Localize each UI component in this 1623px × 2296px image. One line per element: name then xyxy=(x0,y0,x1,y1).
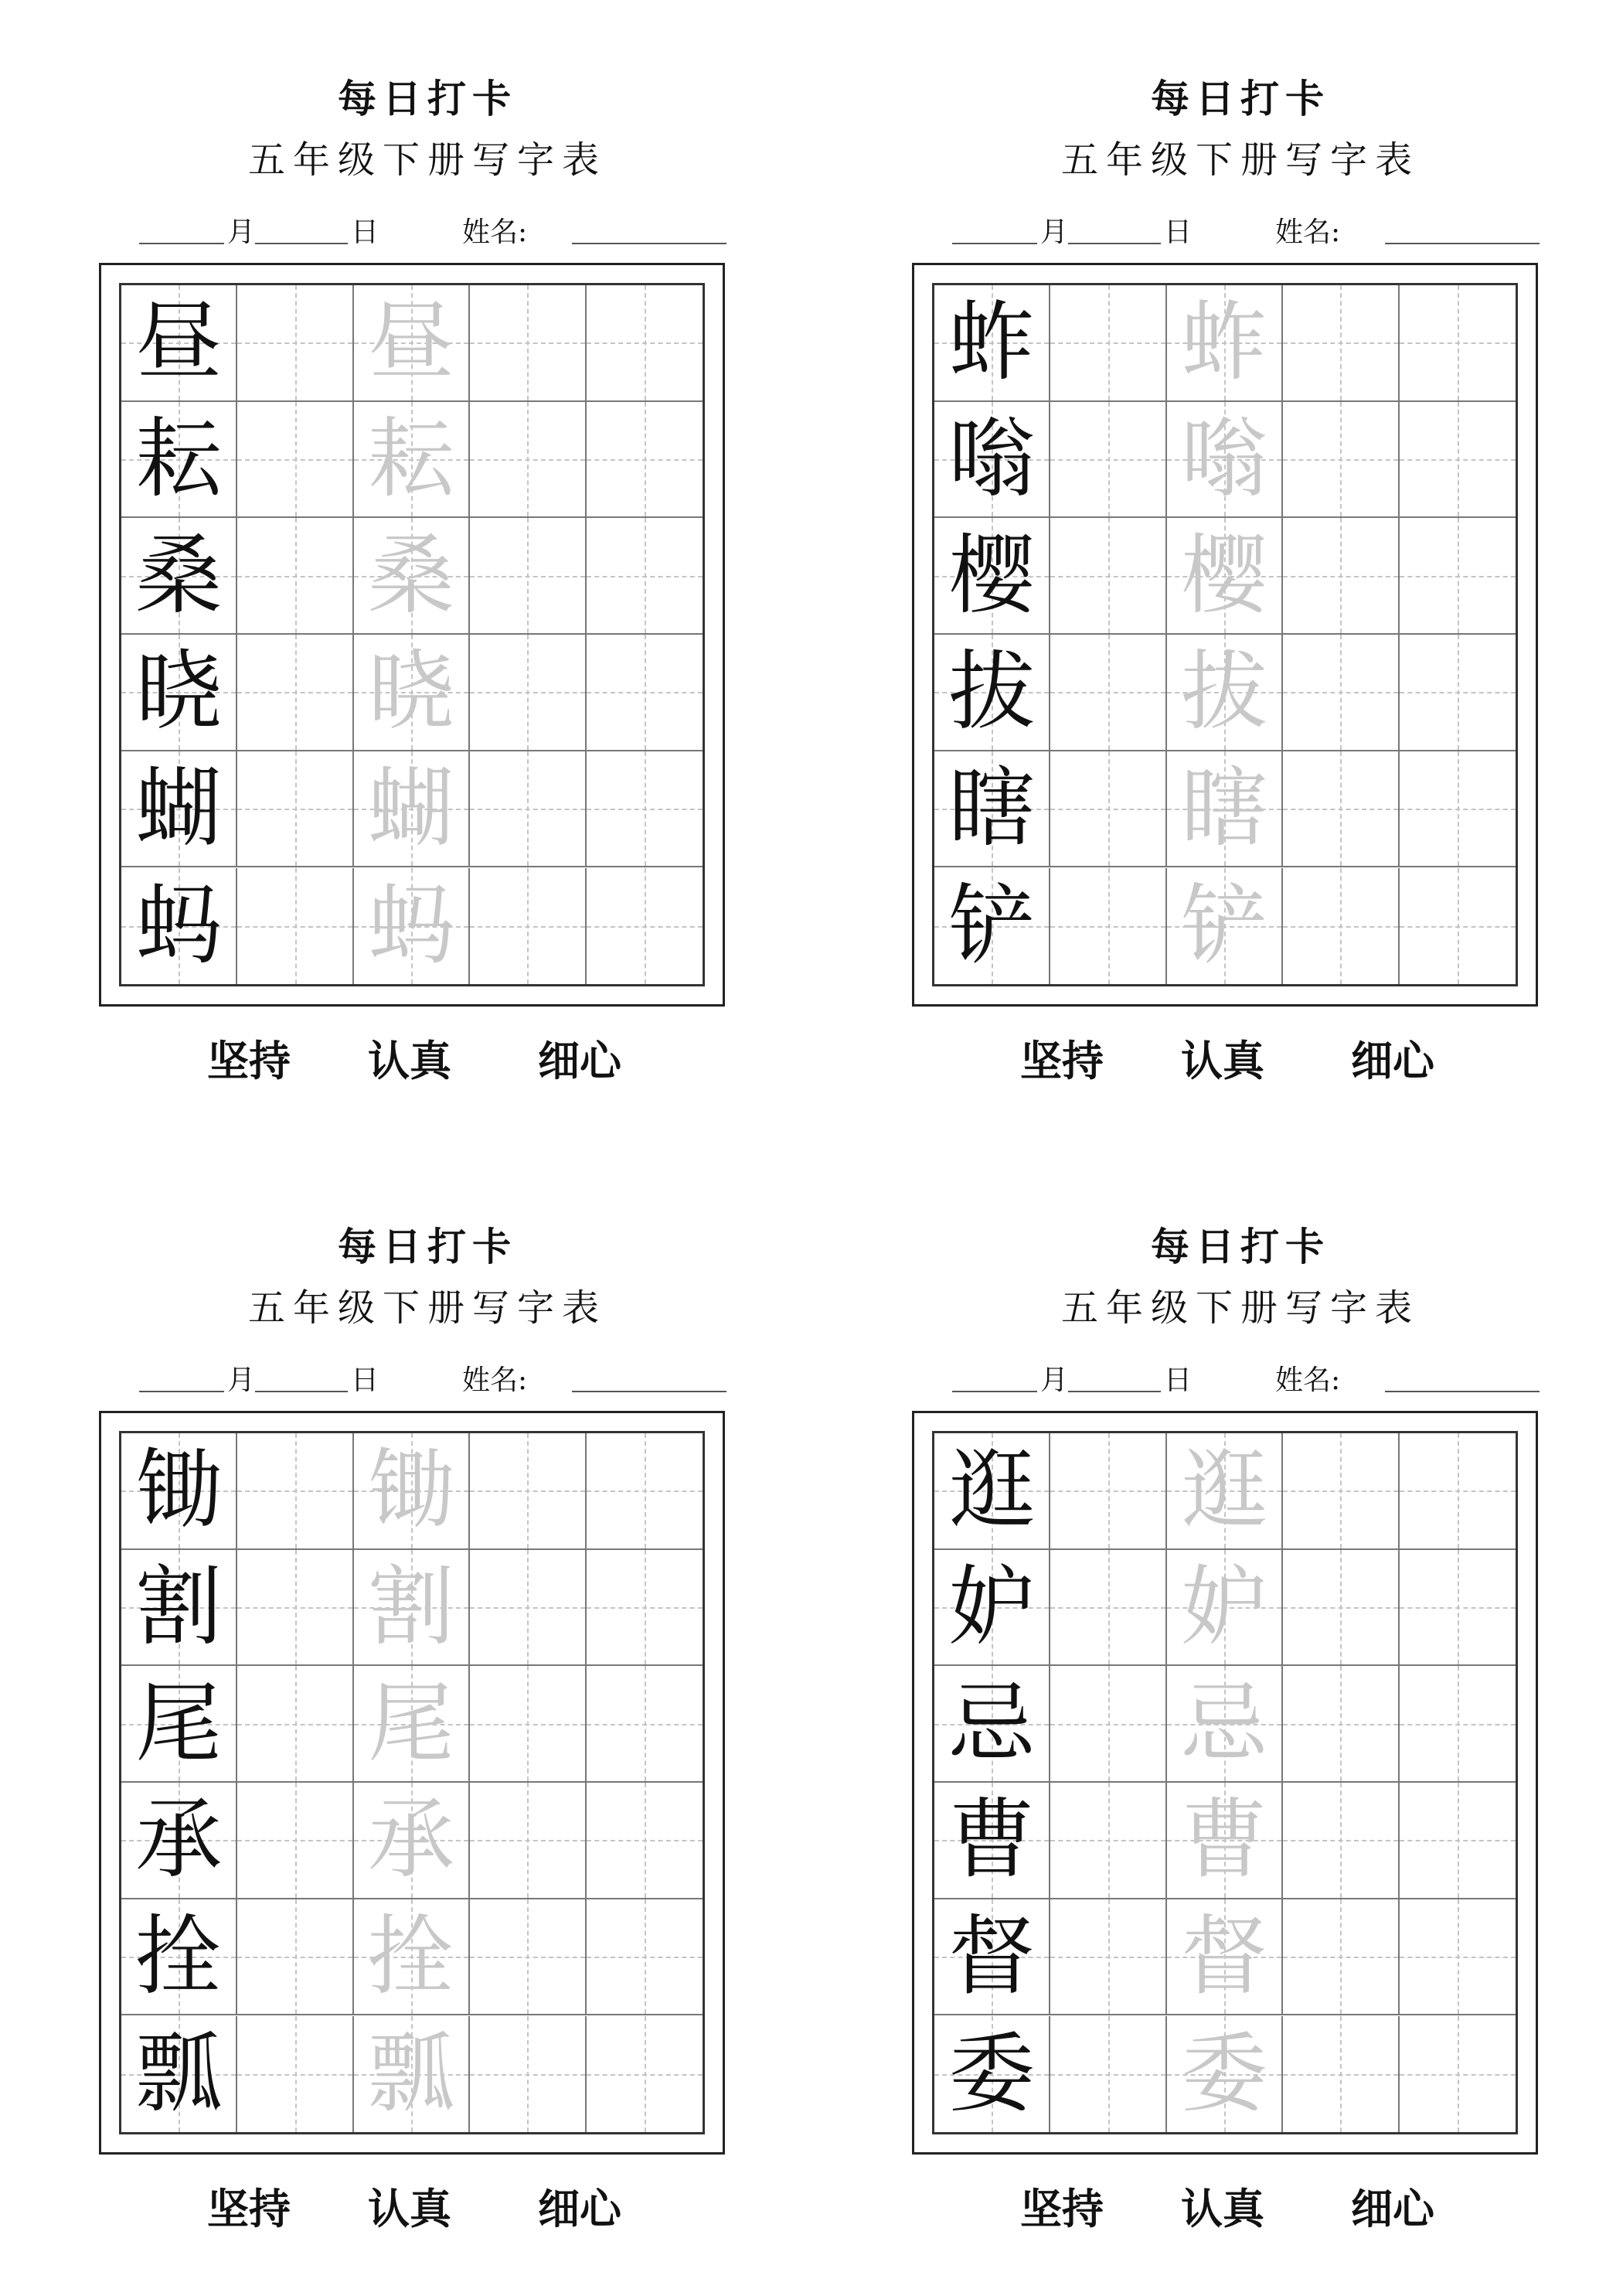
grid-row xyxy=(121,518,703,635)
trace-character: 尾 xyxy=(367,1673,454,1774)
month-label: 月 xyxy=(227,216,256,248)
model-character: 瞎 xyxy=(948,758,1036,860)
practice-cell[interactable] xyxy=(587,285,703,402)
trace-char-cell xyxy=(1167,518,1283,635)
trace-character: 委 xyxy=(1180,2023,1267,2124)
day-blank[interactable] xyxy=(255,209,348,244)
date-name-line xyxy=(139,1357,726,1403)
trace-character: 桑 xyxy=(367,525,454,626)
model-char-cell xyxy=(934,1433,1050,1550)
motto xyxy=(99,1028,725,1085)
trace-character: 割 xyxy=(367,1557,454,1658)
month-blank[interactable] xyxy=(952,209,1037,244)
month-label: 月 xyxy=(1040,1364,1069,1396)
grid-row xyxy=(934,1899,1516,2016)
name-label: 姓名: xyxy=(462,1364,528,1396)
trace-character: 耘 xyxy=(367,409,454,510)
practice-cell[interactable] xyxy=(1283,518,1399,635)
practice-cell[interactable] xyxy=(470,751,586,868)
practice-cell[interactable] xyxy=(470,1550,586,1667)
practice-cell[interactable] xyxy=(1050,751,1166,868)
practice-cell[interactable] xyxy=(1283,1666,1399,1783)
trace-char-cell xyxy=(1167,635,1283,751)
motto-persist: 坚持 xyxy=(207,2184,291,2233)
writing-grid-frame xyxy=(99,263,725,1007)
trace-character: 拴 xyxy=(367,1906,454,2008)
practice-cell[interactable] xyxy=(1283,868,1399,985)
trace-char-cell xyxy=(354,635,470,751)
practice-cell[interactable] xyxy=(470,868,586,985)
model-char-cell xyxy=(934,868,1050,985)
model-character: 尾 xyxy=(135,1673,223,1774)
practice-cell[interactable] xyxy=(587,1666,703,1783)
month-blank[interactable] xyxy=(139,1357,224,1392)
motto-attentive: 细心 xyxy=(538,1036,621,1085)
grid-row xyxy=(934,1433,1516,1550)
practice-cell[interactable] xyxy=(1050,635,1166,751)
practice-cell[interactable] xyxy=(237,285,353,402)
model-character: 蚂 xyxy=(135,875,223,976)
name-label: 姓名: xyxy=(1275,1364,1341,1396)
trace-char-cell xyxy=(354,2016,470,2133)
grid-row xyxy=(934,635,1516,751)
model-character: 妒 xyxy=(948,1557,1036,1658)
model-character: 委 xyxy=(948,2023,1036,2124)
model-char-cell xyxy=(121,518,237,635)
trace-character: 嗡 xyxy=(1180,409,1267,510)
trace-char-cell xyxy=(1167,1899,1283,2016)
trace-char-cell xyxy=(354,868,470,985)
practice-cell[interactable] xyxy=(237,2016,353,2133)
practice-cell[interactable] xyxy=(237,635,353,751)
model-character: 蚱 xyxy=(948,292,1036,393)
grid-row xyxy=(121,1899,703,2016)
model-char-cell xyxy=(121,1433,237,1550)
grid-row xyxy=(121,1433,703,1550)
practice-cell[interactable] xyxy=(1400,1666,1516,1783)
model-char-cell xyxy=(934,1666,1050,1783)
practice-cell[interactable] xyxy=(237,868,353,985)
practice-panel xyxy=(912,1148,1569,2233)
grid-row xyxy=(934,1783,1516,1899)
trace-character: 曹 xyxy=(1180,1790,1267,1891)
grid-row xyxy=(121,1550,703,1667)
trace-character: 蚱 xyxy=(1180,292,1267,393)
model-character: 桑 xyxy=(135,525,223,626)
motto-persist: 坚持 xyxy=(1020,2184,1104,2233)
practice-cell[interactable] xyxy=(470,402,586,519)
practice-cell[interactable] xyxy=(1400,402,1516,519)
motto-careful: 认真 xyxy=(368,2184,451,2233)
day-label: 日 xyxy=(1164,216,1193,248)
date-name-line xyxy=(952,1357,1540,1403)
practice-cell[interactable] xyxy=(470,1433,586,1550)
practice-cell[interactable] xyxy=(1050,1550,1166,1667)
day-blank[interactable] xyxy=(1068,1357,1161,1392)
date-name-line xyxy=(952,209,1540,255)
grid-row xyxy=(934,1550,1516,1667)
practice-cell[interactable] xyxy=(1283,1783,1399,1899)
model-character: 曹 xyxy=(948,1790,1036,1891)
grid-row xyxy=(934,868,1516,985)
model-character: 忌 xyxy=(948,1673,1036,1774)
trace-character: 晓 xyxy=(367,642,454,743)
trace-character: 蝴 xyxy=(367,758,454,860)
writing-grid xyxy=(932,1431,1518,2134)
model-char-cell xyxy=(934,285,1050,402)
practice-panel xyxy=(99,0,756,1085)
panel-title: 每日打卡 xyxy=(1151,1224,1330,1269)
day-label: 日 xyxy=(1164,1364,1193,1396)
practice-cell[interactable] xyxy=(587,1433,703,1550)
motto-careful: 认真 xyxy=(1181,1036,1264,1085)
model-char-cell xyxy=(121,751,237,868)
trace-char-cell xyxy=(354,1666,470,1783)
name-blank[interactable] xyxy=(572,1357,726,1392)
practice-cell[interactable] xyxy=(237,1666,353,1783)
trace-char-cell xyxy=(354,1433,470,1550)
practice-cell[interactable] xyxy=(237,1550,353,1667)
day-label: 日 xyxy=(351,1364,379,1396)
practice-cell[interactable] xyxy=(1400,1899,1516,2016)
trace-char-cell xyxy=(1167,1433,1283,1550)
grid-row xyxy=(121,402,703,519)
month-label: 月 xyxy=(227,1364,256,1396)
practice-cell[interactable] xyxy=(470,1899,586,2016)
practice-cell[interactable] xyxy=(470,518,586,635)
practice-cell[interactable] xyxy=(237,1433,353,1550)
day-label: 日 xyxy=(351,216,379,248)
practice-cell[interactable] xyxy=(1400,2016,1516,2133)
practice-cell[interactable] xyxy=(237,751,353,868)
model-character: 晓 xyxy=(135,642,223,743)
model-character: 铲 xyxy=(948,875,1036,976)
practice-cell[interactable] xyxy=(587,518,703,635)
grid-row xyxy=(934,402,1516,519)
model-char-cell xyxy=(934,2016,1050,2133)
practice-cell[interactable] xyxy=(587,868,703,985)
practice-cell[interactable] xyxy=(470,2016,586,2133)
trace-character: 锄 xyxy=(367,1440,454,1541)
model-char-cell xyxy=(934,1899,1050,2016)
practice-cell[interactable] xyxy=(587,1899,703,2016)
grid-row xyxy=(121,285,703,402)
practice-cell[interactable] xyxy=(1400,1433,1516,1550)
practice-cell[interactable] xyxy=(1283,1433,1399,1550)
model-character: 逛 xyxy=(948,1440,1036,1541)
practice-cell[interactable] xyxy=(1050,285,1166,402)
model-character: 锄 xyxy=(135,1440,223,1541)
grid-row xyxy=(934,518,1516,635)
trace-char-cell xyxy=(1167,868,1283,985)
model-char-cell xyxy=(934,518,1050,635)
practice-panel xyxy=(912,0,1569,1085)
model-char-cell xyxy=(934,1783,1050,1899)
motto xyxy=(99,2176,725,2233)
model-char-cell xyxy=(121,1783,237,1899)
practice-cell[interactable] xyxy=(1050,1666,1166,1783)
practice-cell[interactable] xyxy=(1283,2016,1399,2133)
month-blank[interactable] xyxy=(139,209,224,244)
model-character: 瓢 xyxy=(135,2023,223,2124)
trace-character: 妒 xyxy=(1180,1557,1267,1658)
motto xyxy=(912,2176,1538,2233)
practice-cell[interactable] xyxy=(237,1783,353,1899)
practice-cell[interactable] xyxy=(1400,635,1516,751)
practice-panel xyxy=(99,1148,756,2233)
practice-cell[interactable] xyxy=(1050,1433,1166,1550)
practice-cell[interactable] xyxy=(1283,285,1399,402)
practice-cell[interactable] xyxy=(587,2016,703,2133)
grid-row xyxy=(121,1666,703,1783)
model-character: 拔 xyxy=(948,642,1036,743)
writing-grid xyxy=(119,283,705,986)
motto-attentive: 细心 xyxy=(538,2184,621,2233)
writing-grid-frame xyxy=(912,1411,1538,2155)
practice-cell[interactable] xyxy=(1283,751,1399,868)
trace-char-cell xyxy=(354,1899,470,2016)
trace-char-cell xyxy=(1167,1783,1283,1899)
model-character: 嗡 xyxy=(948,409,1036,510)
trace-character: 逛 xyxy=(1180,1440,1267,1541)
model-char-cell xyxy=(121,868,237,985)
grid-row xyxy=(121,1783,703,1899)
model-character: 昼 xyxy=(135,292,223,393)
trace-char-cell xyxy=(354,1550,470,1667)
practice-cell[interactable] xyxy=(237,1899,353,2016)
trace-char-cell xyxy=(354,285,470,402)
panel-subtitle: 五年级下册写字表 xyxy=(1060,1286,1420,1330)
model-char-cell xyxy=(121,1666,237,1783)
trace-character: 瓢 xyxy=(367,2023,454,2124)
motto-persist: 坚持 xyxy=(207,1036,291,1085)
trace-char-cell xyxy=(1167,751,1283,868)
motto-careful: 认真 xyxy=(1181,2184,1264,2233)
model-character: 承 xyxy=(135,1790,223,1891)
model-character: 拴 xyxy=(135,1906,223,2008)
panel-title: 每日打卡 xyxy=(338,76,517,121)
date-name-line xyxy=(139,209,726,255)
writing-grid-frame xyxy=(99,1411,725,2155)
name-blank[interactable] xyxy=(1385,1357,1540,1392)
trace-char-cell xyxy=(1167,1550,1283,1667)
panel-subtitle: 五年级下册写字表 xyxy=(247,1286,607,1330)
trace-char-cell xyxy=(354,518,470,635)
motto-attentive: 细心 xyxy=(1351,1036,1434,1085)
practice-cell[interactable] xyxy=(587,1783,703,1899)
practice-cell[interactable] xyxy=(470,285,586,402)
model-char-cell xyxy=(121,635,237,751)
practice-cell[interactable] xyxy=(1400,751,1516,868)
practice-cell[interactable] xyxy=(1283,1550,1399,1667)
practice-cell[interactable] xyxy=(1400,1783,1516,1899)
practice-cell[interactable] xyxy=(1283,1899,1399,2016)
practice-cell[interactable] xyxy=(587,751,703,868)
trace-character: 忌 xyxy=(1180,1673,1267,1774)
name-blank[interactable] xyxy=(1385,209,1540,244)
practice-cell[interactable] xyxy=(1400,518,1516,635)
trace-char-cell xyxy=(1167,2016,1283,2133)
practice-cell[interactable] xyxy=(1050,868,1166,985)
practice-cell[interactable] xyxy=(237,402,353,519)
practice-cell[interactable] xyxy=(587,402,703,519)
practice-cell[interactable] xyxy=(1050,402,1166,519)
motto-careful: 认真 xyxy=(368,1036,451,1085)
writing-grid xyxy=(119,1431,705,2134)
practice-cell[interactable] xyxy=(1400,868,1516,985)
motto-persist: 坚持 xyxy=(1020,1036,1104,1085)
model-char-cell xyxy=(121,2016,237,2133)
model-char-cell xyxy=(934,751,1050,868)
practice-cell[interactable] xyxy=(587,635,703,751)
trace-character: 铲 xyxy=(1180,875,1267,976)
model-character: 樱 xyxy=(948,525,1036,626)
trace-character: 督 xyxy=(1180,1906,1267,2008)
grid-row xyxy=(934,751,1516,868)
grid-row xyxy=(934,1666,1516,1783)
month-blank[interactable] xyxy=(952,1357,1037,1392)
grid-row xyxy=(121,635,703,751)
trace-character: 樱 xyxy=(1180,525,1267,626)
practice-cell[interactable] xyxy=(1283,635,1399,751)
writing-grid-frame xyxy=(912,263,1538,1007)
practice-cell[interactable] xyxy=(1283,402,1399,519)
trace-char-cell xyxy=(354,751,470,868)
motto-attentive: 细心 xyxy=(1351,2184,1434,2233)
practice-cell[interactable] xyxy=(1050,518,1166,635)
writing-grid xyxy=(932,283,1518,986)
model-char-cell xyxy=(121,285,237,402)
practice-cell[interactable] xyxy=(470,1666,586,1783)
trace-char-cell xyxy=(354,402,470,519)
grid-row xyxy=(121,2016,703,2133)
model-character: 蝴 xyxy=(135,758,223,860)
day-blank[interactable] xyxy=(255,1357,348,1392)
grid-row xyxy=(121,868,703,985)
practice-cell[interactable] xyxy=(470,1783,586,1899)
model-char-cell xyxy=(121,1550,237,1667)
panel-title: 每日打卡 xyxy=(338,1224,517,1269)
model-character: 耘 xyxy=(135,409,223,510)
month-label: 月 xyxy=(1040,216,1069,248)
practice-cell[interactable] xyxy=(1050,1783,1166,1899)
model-char-cell xyxy=(121,402,237,519)
name-label: 姓名: xyxy=(1275,216,1341,248)
day-blank[interactable] xyxy=(1068,209,1161,244)
trace-char-cell xyxy=(1167,1666,1283,1783)
trace-character: 昼 xyxy=(367,292,454,393)
name-blank[interactable] xyxy=(572,209,726,244)
model-character: 督 xyxy=(948,1906,1036,2008)
trace-char-cell xyxy=(354,1783,470,1899)
model-character: 割 xyxy=(135,1557,223,1658)
grid-row xyxy=(934,2016,1516,2133)
grid-row xyxy=(934,285,1516,402)
panel-title: 每日打卡 xyxy=(1151,76,1330,121)
practice-cell[interactable] xyxy=(1050,2016,1166,2133)
practice-cell[interactable] xyxy=(1400,1550,1516,1667)
model-char-cell xyxy=(121,1899,237,2016)
model-char-cell xyxy=(934,635,1050,751)
motto xyxy=(912,1028,1538,1085)
panel-subtitle: 五年级下册写字表 xyxy=(1060,138,1420,182)
grid-row xyxy=(121,751,703,868)
trace-character: 拔 xyxy=(1180,642,1267,743)
trace-char-cell xyxy=(1167,402,1283,519)
name-label: 姓名: xyxy=(462,216,528,248)
trace-character: 瞎 xyxy=(1180,758,1267,860)
trace-char-cell xyxy=(1167,285,1283,402)
practice-cell[interactable] xyxy=(470,635,586,751)
practice-cell[interactable] xyxy=(1050,1899,1166,2016)
practice-cell[interactable] xyxy=(237,518,353,635)
trace-character: 蚂 xyxy=(367,875,454,976)
model-char-cell xyxy=(934,1550,1050,1667)
practice-cell[interactable] xyxy=(1400,285,1516,402)
practice-cell[interactable] xyxy=(587,1550,703,1667)
trace-character: 承 xyxy=(367,1790,454,1891)
panel-subtitle: 五年级下册写字表 xyxy=(247,138,607,182)
model-char-cell xyxy=(934,402,1050,519)
